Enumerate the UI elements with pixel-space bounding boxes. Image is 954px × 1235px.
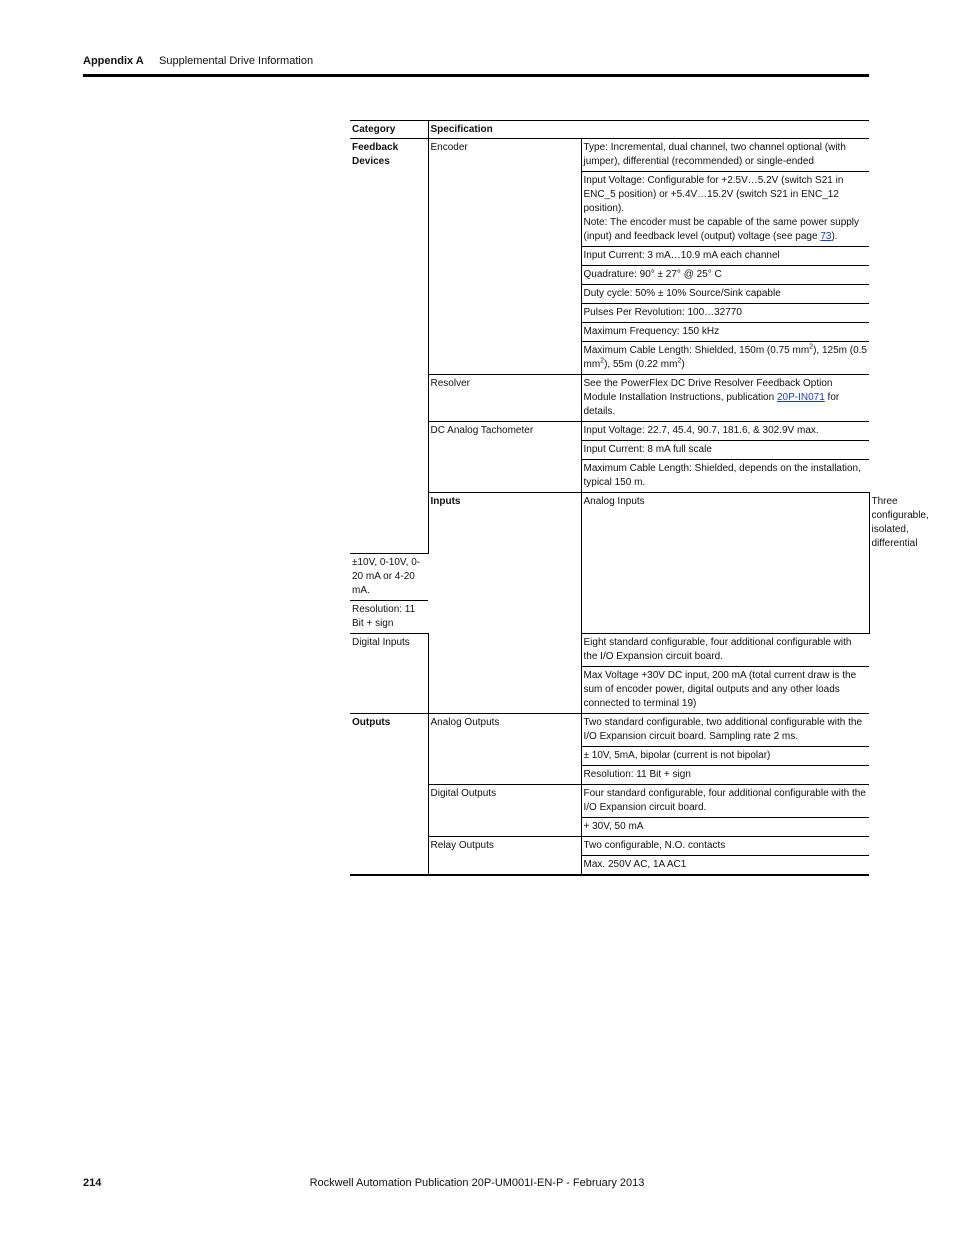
spec-note-end: ).	[831, 231, 838, 242]
col-header-category: Category	[350, 121, 428, 139]
spec-cell: Input Current: 3 mA…10.9 mA each channel	[581, 247, 869, 266]
subcategory-digital-outputs: Digital Outputs	[428, 784, 581, 836]
table-row: Inputs Analog Inputs Three configurable, isolated, differential	[350, 493, 869, 554]
spec-cell: ± 10V, 5mA, bipolar (current is not bipolar)	[581, 746, 869, 765]
page-link[interactable]: 73	[820, 231, 832, 242]
table-row	[350, 422, 869, 441]
category-inputs: Inputs	[428, 493, 581, 714]
spec-cell	[581, 342, 869, 375]
spec-cell: Two configurable, N.O. contacts	[581, 836, 869, 855]
spec-cell: Resolution: 11 Bit + sign	[350, 600, 428, 633]
cable-text-c: ), 55m (0.22 mm	[604, 359, 678, 370]
spec-text: Input Voltage: Configurable for +2.5V…5.2V (switch S21 in ENC_5 position) or +5.4V…15.2V (switch S21 in ENC_12 position).	[583, 175, 844, 214]
spec-cell: Max. 250V AC, 1A AC1	[581, 855, 869, 875]
table-row	[350, 713, 869, 746]
resolver-text-end: for details.	[583, 392, 840, 417]
superscript: 2	[677, 357, 682, 365]
subcategory-analog-outputs: Analog Outputs	[428, 713, 581, 784]
table-header-row	[350, 121, 869, 139]
spec-cell: + 30V, 50 mA	[581, 817, 869, 836]
spec-cell: ±10V, 0-10V, 0-20 mA or 4-20 mA.	[350, 553, 428, 600]
subcategory-relay-outputs: Relay Outputs	[428, 836, 581, 875]
spec-cell: Two standard configurable, two additional configurable with the I/O Expansion circuit board. Sampling rate 2 ms.	[581, 713, 869, 746]
spec-cell: Quadrature: 90° ± 27° @ 25° C	[581, 266, 869, 285]
appendix-label: Appendix A	[83, 55, 144, 67]
header-rule	[83, 74, 869, 77]
cable-text-b: ), 125m (0.5 mm	[583, 345, 867, 370]
category-feedback-devices: Feedback Devices	[350, 139, 428, 554]
spec-cell: Maximum Cable Length: Shielded, depends on the installation, typical 150 m.	[581, 460, 869, 493]
publication-link[interactable]: 20P-IN071	[776, 392, 825, 403]
spec-cell: Input Voltage: 22.7, 45.4, 90.7, 181.6, & 302.9V max.	[581, 422, 869, 441]
spec-cell	[581, 172, 869, 247]
cable-text-a: Maximum Cable Length: Shielded, 150m (0.75 mm	[583, 345, 810, 356]
spec-cell: Eight standard configurable, four additional configurable with the I/O Expansion circuit board.	[581, 633, 869, 666]
spec-note: Note: The encoder must be capable of the same power supply (input) and feedback level (output) voltage (see page	[583, 217, 860, 242]
category-outputs: Outputs	[350, 713, 428, 875]
spec-cell: Type: Incremental, dual channel, two channel optional (with jumper), differential (recommended) or single-ended	[581, 139, 869, 172]
resolver-text: See the PowerFlex DC Drive Resolver Feedback Option Module Installation Instructions, publication	[583, 378, 833, 403]
spec-table	[350, 120, 929, 876]
spec-cell: Input Current: 8 mA full scale	[581, 441, 869, 460]
spec-cell: Four standard configurable, four additional configurable with the I/O Expansion circuit board.	[581, 784, 869, 817]
cable-text-d: )	[681, 359, 685, 370]
spec-cell: Maximum Frequency: 150 kHz	[581, 323, 869, 342]
subcategory-resolver: Resolver	[428, 375, 581, 422]
subcategory-encoder: Encoder	[428, 139, 581, 375]
page-number: 214	[83, 1177, 102, 1189]
superscript: 2	[809, 343, 814, 351]
spec-cell: Pulses Per Revolution: 100…32770	[581, 304, 869, 323]
section-title: Supplemental Drive Information	[159, 55, 314, 67]
subcategory-digital-inputs: Digital Inputs	[350, 633, 428, 713]
col-header-specification: Specification	[428, 121, 869, 139]
spec-cell: Duty cycle: 50% ± 10% Source/Sink capable	[581, 285, 869, 304]
table-row	[350, 375, 869, 422]
table-row	[350, 836, 869, 855]
subcategory-analog-inputs: Analog Inputs	[581, 493, 869, 634]
table-row	[350, 139, 869, 172]
page-header	[83, 53, 869, 75]
table-row	[350, 633, 869, 666]
spec-cell: Resolution: 11 Bit + sign	[581, 765, 869, 784]
spec-cell: Max Voltage +30V DC input, 200 mA (total current draw is the sum of encoder power, digital outputs and any other loads connected to terminal 19)	[581, 666, 869, 713]
superscript: 2	[600, 357, 605, 365]
spec-cell	[581, 375, 869, 422]
table-row	[350, 784, 869, 817]
publication-footer: Rockwell Automation Publication 20P-UM001I-EN-P - February 2013	[309, 1177, 645, 1189]
subcategory-dc-analog-tachometer: DC Analog Tachometer	[428, 422, 581, 493]
